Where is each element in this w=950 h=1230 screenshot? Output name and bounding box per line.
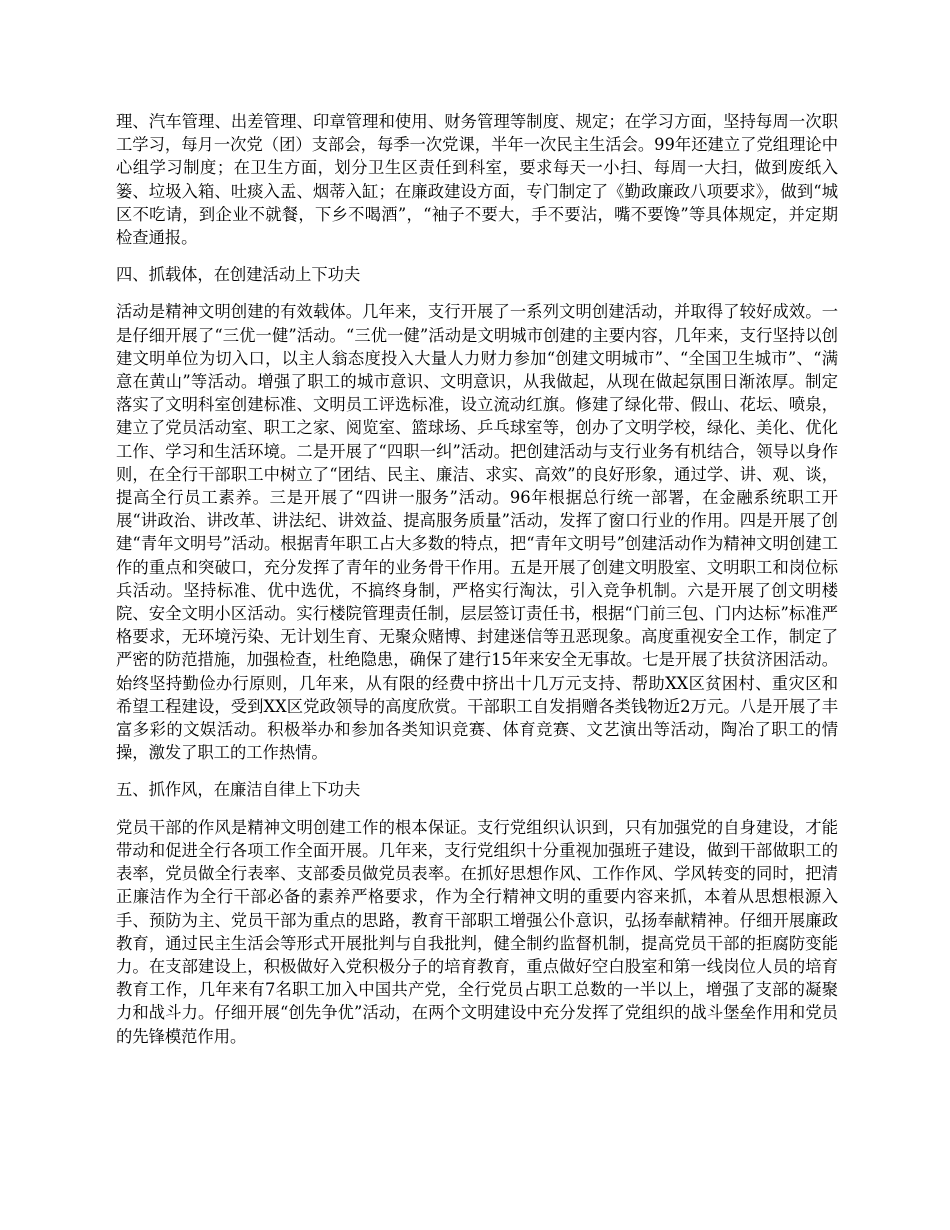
intro-paragraph: 理、汽车管理、出差管理、印章管理和使用、财务管理等制度、规定；在学习方面，坚持每周一次职工学习，每月一次党（团）支部会，每季一次党课，半年一次民主生活会。99年还建立了党组理论中心组学习制度；在卫生方面，划分卫生区责任到科室，要求每天一小扫、每周一大扫，做到废纸入篓、垃圾入箱、吐痰入盂、烟蒂入缸；在廉政建设方面，专门制定了《勤政廉政八项要求》，做到“城区不吃请，到企业不就餐，下乡不喝酒”，“袖子不要大，手不要沾，嘴不要馋”等具体规定，并定期检查通报。 — [116, 112, 838, 248]
section-5-heading: 五、抓作风，在廉洁自律上下功夫 — [116, 780, 361, 800]
document-page — [116, 110, 838, 1062]
section-4-body: 活动是精神文明创建的有效载体。几年来，支行开展了一系列文明创建活动，并取得了较好成效。一是仔细开展了“三优一健”活动。“三优一健”活动是文明城市创建的主要内容，几年来，支行坚持以创建文明单位为切入口，以主人翁态度投入大量人力财力参加“创建文明城市”、“全国卫生城市”、“满意在黄山”等活动。增强了职工的城市意识、文明意识，从我做起，从现在做起氛围日渐浓厚。制定落实了文明科室创建标准、文明员工评选标准，设立流动红旗。修建了绿化带、假山、花坛、喷泉，建立了党员活动室、职工之家、阅览室、篮球场、乒乓球室等，创办了文明学校，绿化、美化、优化工作、学习和生活环境。二是开展了“四职一纠”活动。把创建活动与支行业务有机结合，领导以身作则，在全行干部职工中树立了“团结、民主、廉洁、求实、高效”的良好形象，通过学、讲、观、谈，提高全行员工素养。三是开展了“四讲一服务”活动。96年根据总行统一部署，在金融系统职工开展“讲政治、讲改革、讲法纪、讲效益、提高服务质量”活动，发挥了窗口行业的作用。四是开展了创建“青年文明号”活动。根据青年职工占大多数的特点，把“青年文明号”创建活动作为精神文明创建工作的重点和突破口，充分发挥了青年的业务骨干作用。五是开展了创建文明股室、文明职工和岗位标兵活动。坚持标准、优中选优，不搞终身制，严格实行淘汰，引入竞争机制。六是开展了创文明楼院、安全文明小区活动。实行楼院管理责任制，层层签订责任书，根据“门前三包、门内达标”标准严格要求，无环境污染、无计划生育、无聚众赌博、封建迷信等丑恶现象。高度重视安全工作，制定了严密的防范措施，加强检查，杜绝隐患，确保了建行15年来安全无事故。七是开展了扶贫济困活动。始终坚持勤俭办行原则，几年来，从有限的经费中挤出十几万元支持、帮助XX区贫困村、重灾区和希望工程建设，受到XX区党政领导的高度欣赏。干部职工自发捐赠各类钱物近2万元。八是开展了丰富多彩的文娱活动。积极举办和参加各类知识竞赛、体育竞赛、文艺演出等活动，陶冶了职工的情操，激发了职工的工作热情。 — [116, 302, 838, 763]
section-5-body: 党员干部的作风是精神文明创建工作的根本保证。支行党组织认识到，只有加强党的自身建设，才能带动和促进全行各项工作全面开展。几年来，支行党组织十分重视加强班子建设，做到干部做职工的表率，党员做全行表率、支部委员做党员表率。在抓好思想作风、工作作风、学风转变的同时，把清正廉洁作为全行干部必备的素养严格要求，作为全行精神文明的重要内容来抓，本着从思想根源入手、预防为主、党员干部为重点的思路，教育干部职工增强公仆意识，弘扬奉献精神。仔细开展廉政教育，通过民主生活会等形式开展批判与自我批判，健全制约监督机制，提高党员干部的拒腐防变能力。在支部建设上，积极做好入党积极分子的培育教育，重点做好空白股室和第一线岗位人员的培育教育工作，几年来有7名职工加入中国共产党，全行党员占职工总数的一半以上，增强了支部的凝聚力和战斗力。仔细开展“创先争优”活动，在两个文明建设中充分发挥了党组织的战斗堡垒作用和党员的先锋模范作用。 — [116, 817, 838, 1046]
section-4-heading: 四、抓载体，在创建活动上下功夫 — [116, 265, 361, 285]
